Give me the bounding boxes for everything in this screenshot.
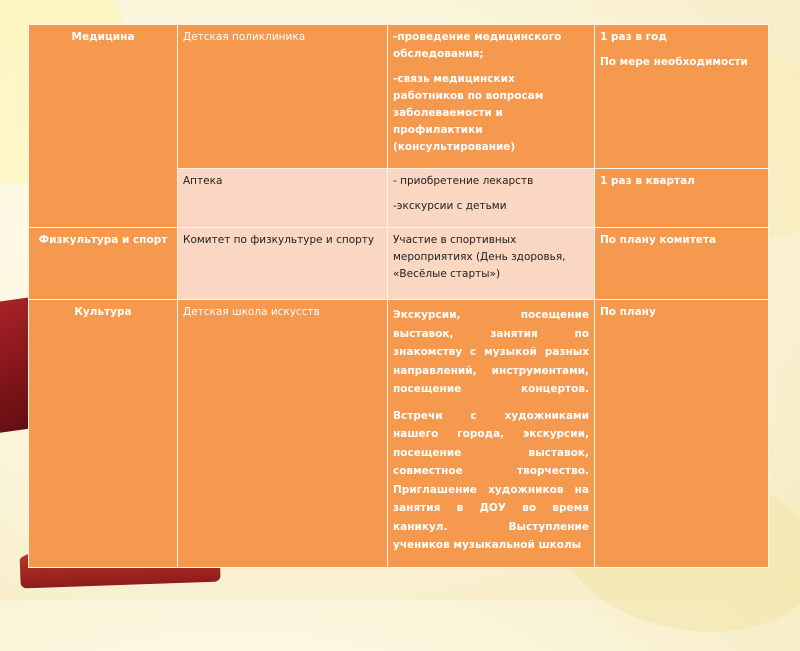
institution-cell bbox=[178, 228, 388, 300]
activity-text: Экскурсии, посещение выставок, занятия по знакомству с музыкой разных направлений, инструментами, посещение концертов. bbox=[393, 309, 589, 395]
institution-cell bbox=[178, 25, 388, 169]
institution-label: Аптека bbox=[183, 175, 223, 187]
frequency-cell bbox=[595, 169, 769, 228]
activities-cell bbox=[388, 169, 595, 228]
activity-text: -связь медицинских работников по вопросам заболеваемости и профилактики (консультирование) bbox=[393, 73, 544, 153]
cooperation-table bbox=[28, 24, 769, 568]
frequency-cell bbox=[595, 25, 769, 169]
institution-cell bbox=[178, 300, 388, 568]
activities-cell bbox=[388, 300, 595, 568]
activity-text: Встречи с художниками нашего города, экскурсии, посещение выставок, совместное творчество. Приглашение художников на занятия в ДОУ во время каникул. Выступление учеников музыкальной школы bbox=[393, 409, 589, 551]
category-cell bbox=[29, 228, 178, 300]
institution-label: Комитет по физкультуре и спорту bbox=[183, 234, 375, 246]
activity-text: -проведение медицинского обследования; bbox=[393, 31, 562, 60]
institution-label: Детская поликлиника bbox=[183, 31, 306, 43]
frequency-text: 1 раз в год bbox=[600, 31, 667, 43]
table-row bbox=[29, 228, 769, 300]
frequency-cell bbox=[595, 228, 769, 300]
category-cell bbox=[29, 300, 178, 568]
activity-text: -экскурсии с детьми bbox=[393, 200, 507, 212]
table-row bbox=[29, 300, 769, 568]
category-label: Культура bbox=[74, 306, 132, 318]
frequency-cell bbox=[595, 300, 769, 568]
frequency-text: По мере необходимости bbox=[600, 56, 748, 68]
activities-cell bbox=[388, 25, 595, 169]
activity-text: Участие в спортивных мероприятиях (День здоровья, «Весёлые старты») bbox=[393, 234, 566, 280]
category-cell bbox=[29, 25, 178, 228]
category-label: Физкультура и спорт bbox=[38, 234, 168, 246]
institution-label: Детская школа искусств bbox=[183, 306, 320, 318]
activities-cell bbox=[388, 228, 595, 300]
institution-cell bbox=[178, 169, 388, 228]
frequency-text: По плану bbox=[600, 306, 656, 318]
table-row bbox=[29, 25, 769, 169]
frequency-text: 1 раз в квартал bbox=[600, 175, 695, 187]
activity-text: - приобретение лекарств bbox=[393, 175, 534, 187]
category-label: Медицина bbox=[71, 31, 135, 43]
frequency-text: По плану комитета bbox=[600, 234, 717, 246]
